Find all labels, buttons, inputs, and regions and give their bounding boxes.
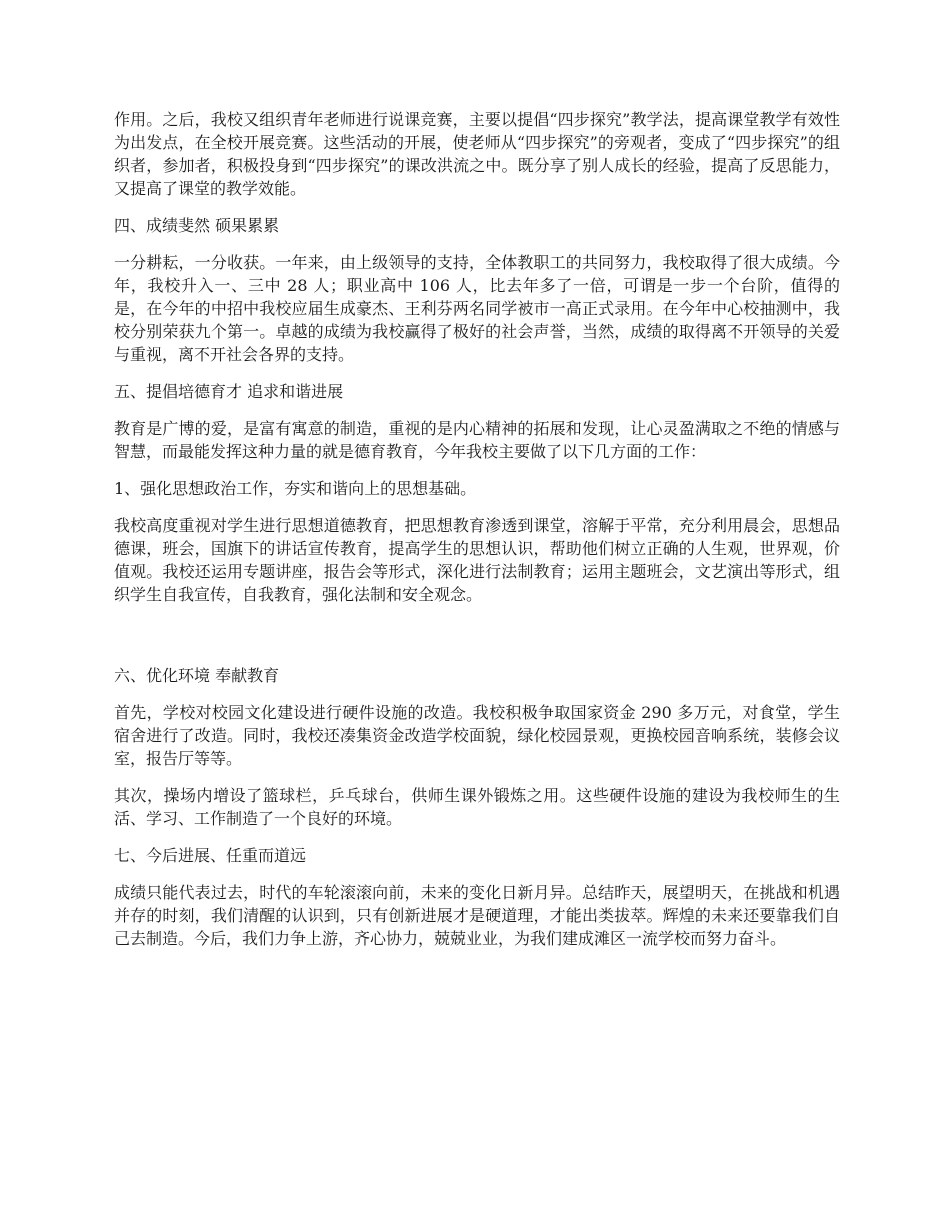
paragraph-facilities-second: 其次，操场内增设了篮球栏，乒乓球台，供师生课外锻炼之用。这些硬件设施的建设为我校师生的生活、学习、工作制造了一个良好的环境。 bbox=[114, 786, 840, 828]
section-heading-4: 四、成绩斐然 硕果累累 bbox=[114, 216, 280, 235]
paragraph-intro-continued: 作用。之后，我校又组织青年老师进行说课竞赛，主要以提倡“四步探究”教学法，提高课堂教学有效性为出发点，在全校开展竞赛。这些活动的开展，使老师从“四步探究”的旁观者，变成了“四步探究”的组织者，参加者，积极投身到“四步探究”的课改洪流之中。既分享了别人成长的经验，提高了反思能力，又提高了课堂的教学效能。 bbox=[114, 110, 840, 198]
paragraph-conclusion: 成绩只能代表过去，时代的车轮滚滚向前，未来的变化日新月异。总结昨天，展望明天，在挑战和机遇并存的时刻，我们清醒的认识到，只有创新进展才是硬道理，才能出类拔萃。辉煌的未来还要靠我们自己去制造。今后，我们力争上游，齐心协力，兢兢业业，为我们建成滩区一流学校而努力奋斗。 bbox=[114, 883, 840, 948]
section-heading-7: 七、今后进展、任重而道远 bbox=[114, 846, 307, 865]
section-heading-6: 六、优化环境 奉献教育 bbox=[114, 666, 280, 685]
paragraph-facilities-first: 首先，学校对校园文化建设进行硬件设施的改造。我校积极争取国家资金 290 多万元，对食堂，学生宿舍进行了改造。同时，我校还凑集资金改造学校面貌，绿化校园景观，更换校园音响系统，装修会议室，报告厅等等。 bbox=[114, 703, 840, 768]
document-body bbox=[114, 108, 840, 964]
paragraph-achievements: 一分耕耘，一分收获。一年来，由上级领导的支持，全体教职工的共同努力，我校取得了很大成绩。今年，我校升入一、三中 28 人；职业高中 106 人，比去年多了一倍，可谓是一步一个台阶，值得的是，在今年的中招中我校应届生成豪杰、王利芬两名同学被市一高正式录用。在今年中心校抽测中，我校分别荣获九个第一。卓越的成绩为我校赢得了极好的社会声誉，当然，成绩的取得离不开领导的关爱与重视，离不开社会各界的支持。 bbox=[114, 253, 840, 364]
paragraph-moral-education: 教育是广博的爱，是富有寓意的制造，重视的是内心精神的拓展和发现，让心灵盈满取之不绝的情感与智慧，而最能发挥这种力量的就是德育教育，今年我校主要做了以下几方面的工作： bbox=[114, 419, 840, 461]
subheading-1: 1、强化思想政治工作，夯实和谐向上的思想基础。 bbox=[114, 479, 477, 498]
section-heading-5: 五、提倡培德育才 追求和谐进展 bbox=[114, 382, 344, 401]
blank-space bbox=[114, 620, 840, 664]
paragraph-ideological-work: 我校高度重视对学生进行思想道德教育，把思想教育渗透到课堂，溶解于平常，充分利用晨会，思想品德课，班会，国旗下的讲话宣传教育，提高学生的思想认识，帮助他们树立正确的人生观，世界观，价值观。我校还运用专题讲座，报告会等形式，深化进行法制教育；运用主题班会，文艺演出等形式，组织学生自我宣传，自我教育，强化法制和安全观念。 bbox=[114, 516, 840, 604]
